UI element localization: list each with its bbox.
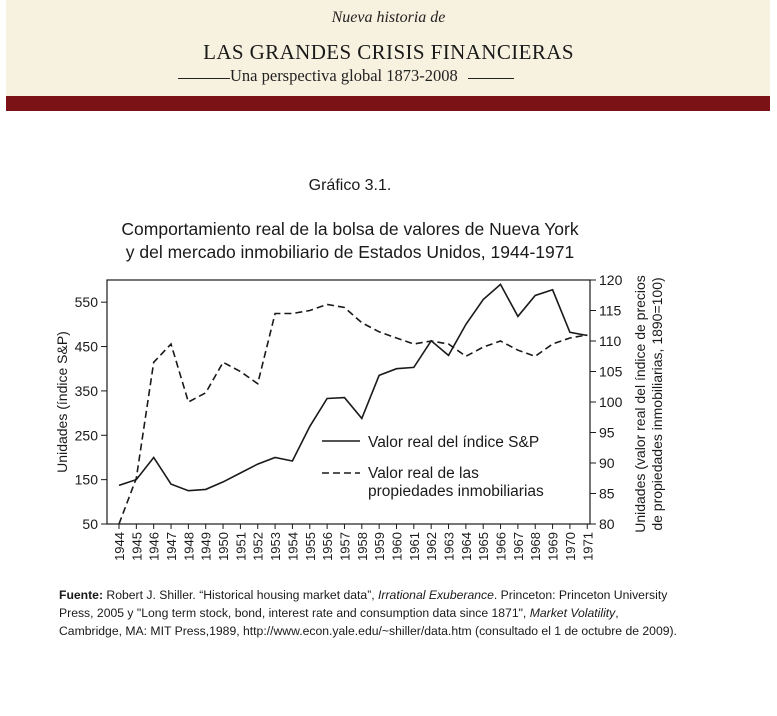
subtitle-rule-left [178,78,230,79]
right-axis-tick-label: 105 [599,363,623,380]
source-label: Fuente: [59,588,104,602]
source-italic-2: Market Volatility [529,606,616,620]
series-line-sp-index [119,284,587,490]
right-axis-title-line-2: de propiedades inmobiliarias, 1890=100) [649,277,665,531]
x-axis-tick-label: 1971 [580,532,596,561]
x-axis-tick-label: 1948 [181,532,197,561]
right-axis-tick-label: 95 [599,424,615,441]
left-axis-title: Unidades (índice S&P) [54,331,70,473]
figure-number: Gráfico 3.1. [308,177,392,194]
x-axis-tick-label: 1956 [320,532,336,561]
subtitle-rule-right [468,78,514,79]
right-axis-tick-label: 110 [599,333,622,349]
x-axis-tick-label: 1966 [493,532,509,561]
x-axis-tick-label: 1970 [562,532,578,561]
right-axis-tick-label: 80 [599,516,615,532]
book-subtitle [178,66,598,86]
x-axis-tick-label: 1959 [372,532,388,561]
legend-label-real-estate-line-1: Valor real de las [368,465,479,482]
x-axis-tick-label: 1950 [216,532,232,561]
x-axis-tick-label: 1968 [528,532,544,561]
x-axis-tick-label: 1951 [233,532,249,561]
x-axis-tick-label: 1946 [146,532,162,561]
x-axis-tick-label: 1944 [112,532,127,561]
right-axis-tick-label: 85 [599,485,615,502]
x-axis-tick-label: 1953 [268,532,284,561]
x-axis-tick-label: 1963 [441,532,457,561]
x-axis-tick-label: 1961 [406,532,422,561]
x-axis-tick-label: 1949 [198,532,214,561]
x-axis-tick-label: 1952 [250,532,266,561]
line-chart [0,260,777,580]
left-axis-tick-label: 250 [74,427,98,444]
right-axis-title-line-1: Unidades (valor real del índice de precios [632,275,648,533]
right-axis-tick-label: 120 [599,272,623,288]
left-axis-tick-label: 550 [74,294,98,311]
source-text-2: . Princeton: Princeton University Press, 2005 y "Long term stock, bond, interest rate and consumption data since 1871", [59,588,668,620]
right-axis-tick-label: 115 [599,302,622,319]
figure-title-line-2: y del mercado inmobiliario de Estados Unidos, 1944-1971 [125,242,575,262]
x-axis-tick-label: 1969 [545,532,561,561]
x-axis-tick-label: 1962 [424,532,440,561]
right-axis-tick-label: 100 [599,394,623,410]
x-axis-tick-label: 1954 [285,532,301,561]
left-axis-tick-label: 50 [82,516,98,532]
x-axis-tick-label: 1955 [302,532,318,561]
source-italic-1: Irrational Exuberance [378,588,494,602]
header-divider-bar [6,96,770,111]
figure-title [0,218,700,264]
source-text-1: Robert J. Shiller. “Historical housing market data”, [103,588,379,602]
x-axis-tick-label: 1964 [458,532,474,561]
x-axis-tick-label: 1945 [129,532,145,561]
source-text-3: , Cambridge, MA: MIT Press,1989, http://www.econ.yale.edu/~shiller/data.htm (consultado el 1 de octubre de 2009). [59,606,677,638]
source-note [59,586,679,640]
figure-title-line-1: Comportamiento real de la bolsa de valores de Nueva York [121,219,579,239]
left-axis-tick-label: 150 [74,471,98,488]
left-axis-tick-label: 350 [74,382,98,399]
right-axis-tick-label: 90 [599,455,615,471]
series-label: Nueva historia de [331,9,446,26]
book-subtitle-text: Una perspectiva global 1873-2008 [230,66,458,85]
x-axis-tick-label: 1957 [337,532,353,561]
legend-label-real-estate-line-2: propiedades inmobiliarias [368,483,544,500]
legend-label-sp-index: Valor real del índice S&P [368,434,540,451]
book-title: LAS GRANDES CRISIS FINANCIERAS [203,40,574,64]
left-axis-tick-label: 450 [74,338,98,355]
x-axis-tick-label: 1965 [476,532,492,561]
x-axis-tick-label: 1958 [354,532,370,561]
x-axis-tick-label: 1947 [164,532,180,561]
x-axis-tick-label: 1960 [389,532,405,561]
x-axis-tick-label: 1967 [510,532,526,561]
